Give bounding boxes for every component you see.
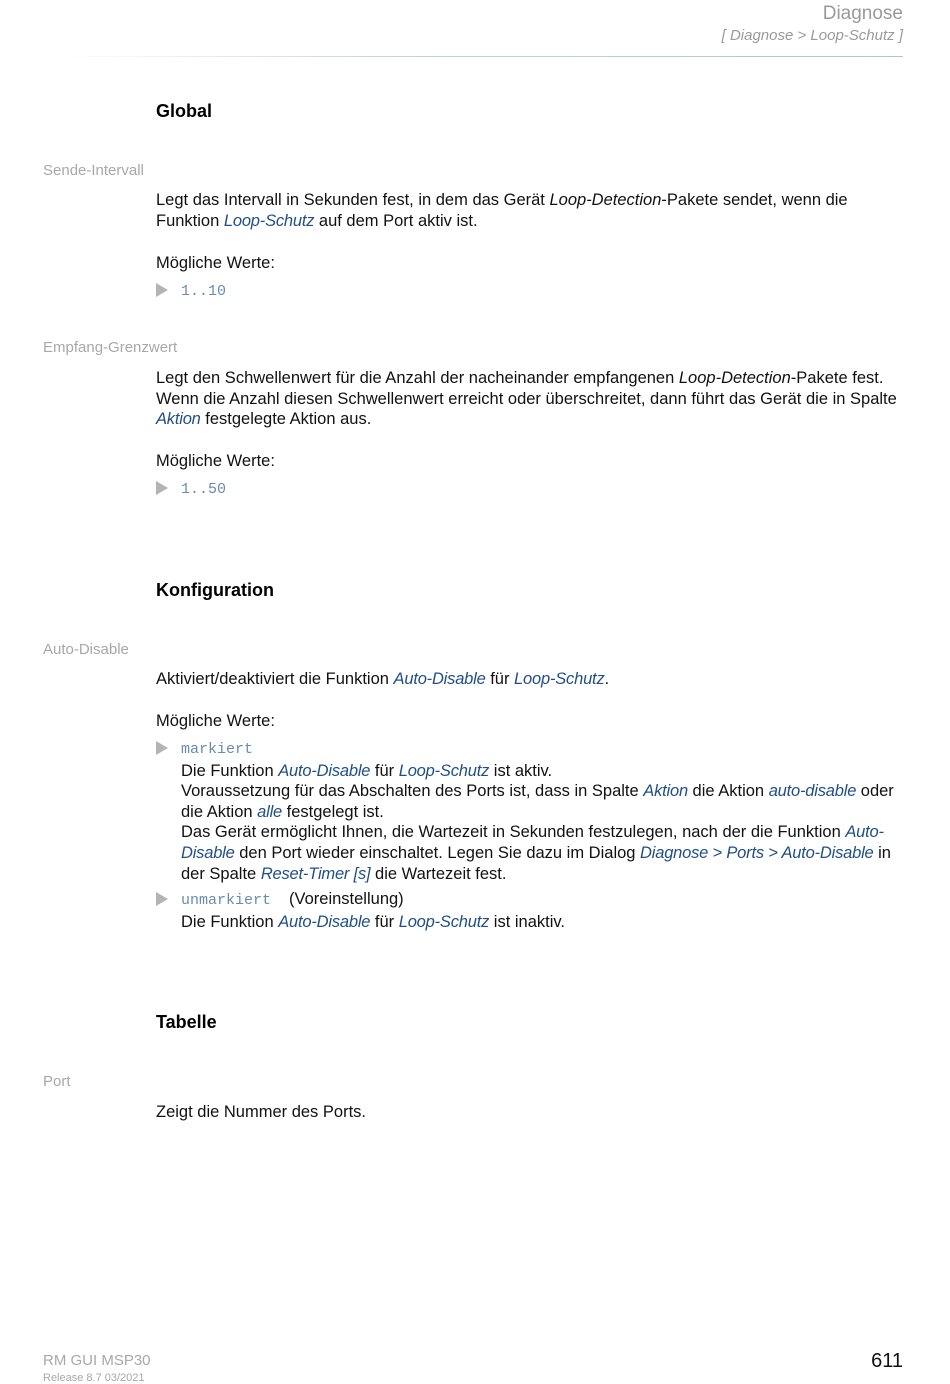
value-range: 1..50: [181, 481, 227, 498]
section-heading-konfiguration: Konfiguration: [156, 580, 274, 600]
value-unmarkiert: unmarkiert: [181, 892, 272, 909]
param-label-empfang-grenzwert: Empfang-Grenzwert: [43, 339, 178, 356]
param-label-port: Port: [43, 1073, 71, 1090]
footer-release: Release 8.7 03/2021: [43, 1372, 145, 1384]
value-item-unmarkiert: [156, 889, 904, 932]
param-label-auto-disable: Auto-Disable: [43, 641, 129, 658]
param-description-port: Zeigt die Nummer des Ports.: [156, 1103, 366, 1121]
section-heading-tabelle: Tabelle: [156, 1012, 217, 1032]
page-number: 611: [871, 1350, 903, 1372]
footer-doc-title: RM GUI MSP30: [43, 1352, 151, 1369]
term-loop-detection: Loop-Detection: [678, 369, 791, 387]
param-description-auto-disable: Aktiviert/deaktiviert die Funktion Auto-Disable für Loop-Schutz.: [156, 670, 610, 688]
breadcrumb: [ Diagnose > Loop-Schutz ]: [721, 27, 903, 44]
link-aktion[interactable]: Aktion: [643, 782, 688, 801]
default-note: (Voreinstellung): [289, 890, 404, 908]
header-title: Diagnose: [822, 3, 903, 24]
link-loop-schutz[interactable]: Loop-Schutz: [398, 912, 490, 931]
section-heading-global: Global: [156, 101, 213, 121]
value-markiert-line-2: Voraussetzung für das Abschalten des Ports ist, dass in Spalte Aktion die Aktion auto-disable oder die Aktion alle festgelegt ist.: [181, 782, 894, 821]
link-auto-disable[interactable]: Auto-Disable: [278, 761, 371, 780]
header-divider: [60, 56, 903, 57]
link-auto-disable-action[interactable]: auto-disable: [768, 782, 857, 801]
term-loop-detection: Loop-Detection: [549, 191, 662, 209]
link-auto-disable[interactable]: Auto-Disable: [393, 670, 486, 688]
link-reset-timer[interactable]: Reset-Timer [s]: [260, 864, 371, 883]
bullet-triangle-icon: [156, 283, 168, 297]
param-label-sende-intervall: Sende-Intervall: [43, 162, 144, 179]
value-markiert-line-3: Das Gerät ermöglicht Ihnen, die Wartezeit in Sekunden festzulegen, nach der die Funktion Auto-Disable den Port wieder einschaltet. Legen Sie dazu im Dialog Diagnose > Ports > Auto-Disable in der Spalte Reset-Timer [s] die Wartezeit fest.: [181, 823, 891, 883]
link-aktion[interactable]: Aktion: [156, 410, 201, 429]
param-description-empfang-grenzwert: Legt den Schwellenwert für die Anzahl der nacheinander empfangenen Loop-Detection-Pakete fest. Wenn die Anzahl diesen Schwellenwert erreicht oder überschreitet, dann führt das Gerät die in Spalte Aktion festgelegte Aktion aus.: [156, 369, 897, 429]
link-loop-schutz[interactable]: Loop-Schutz: [398, 761, 490, 780]
link-auto-disable[interactable]: Auto-Disable: [278, 912, 371, 931]
value-item: [156, 478, 904, 501]
bullet-triangle-icon: [156, 481, 168, 495]
bullet-triangle-icon: [156, 892, 168, 906]
value-item-markiert: [156, 738, 904, 884]
link-alle[interactable]: alle: [257, 802, 283, 821]
value-range: 1..10: [181, 283, 227, 300]
bullet-triangle-icon: [156, 741, 168, 755]
link-dialog-auto-disable[interactable]: Diagnose > Ports > Auto-Disable: [640, 843, 874, 862]
values-label: Mögliche Werte:: [156, 254, 275, 272]
link-loop-schutz[interactable]: Loop-Schutz: [223, 211, 315, 230]
value-item: [156, 280, 904, 303]
values-label: Mögliche Werte:: [156, 712, 275, 730]
link-loop-schutz[interactable]: Loop-Schutz: [514, 670, 605, 688]
value-markiert: markiert: [181, 741, 254, 758]
link-auto-disable[interactable]: Auto-Disable: [181, 823, 884, 862]
values-label: Mögliche Werte:: [156, 452, 275, 470]
value-unmarkiert-line-1: Die Funktion Auto-Disable für Loop-Schutz ist inaktiv.: [181, 912, 565, 931]
value-markiert-line-1: Die Funktion Auto-Disable für Loop-Schutz ist aktiv.: [181, 761, 553, 780]
param-description-sende-intervall: Legt das Intervall in Sekunden fest, in dem das Gerät Loop-Detection-Pakete sendet, wenn die Funktion Loop-Schutz auf dem Port aktiv ist.: [156, 191, 848, 230]
